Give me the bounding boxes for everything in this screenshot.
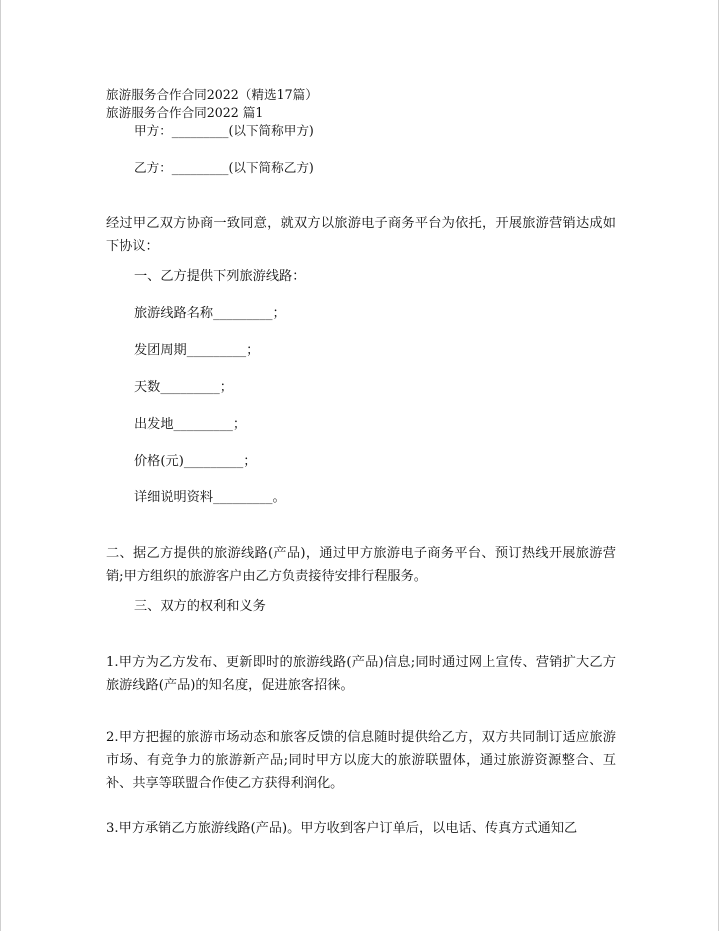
section2-paragraph: 二、据乙方提供的旅游线路(产品)，通过甲方旅游电子商务平台、预订热线开展旅游营销;甲方组织的旅游客户由乙方负责接待安排行程服务。 <box>106 546 616 584</box>
item2-paragraph: 2.甲方把握的旅游市场动态和旅客反馈的信息随时提供给乙方，双方共同制订适应旅游市场、有竞争力的旅游新产品;同时甲方以庞大的旅游联盟体，通过旅游资源整合、互补、共享等联盟合作使乙方获得利润化。 <box>106 730 616 791</box>
field-route-name: 旅游线路名称_________； <box>134 306 286 321</box>
party-a-line: 甲方：_________(以下简称甲方) <box>134 123 314 138</box>
document-title: 旅游服务合作合同2022（精选17篇） <box>106 87 318 102</box>
section1-heading: 一、乙方提供下列旅游线路： <box>134 269 306 284</box>
field-days: 天数_________； <box>134 380 233 395</box>
field-departure-cycle: 发团周期_________； <box>134 343 260 358</box>
field-price: 价格(元)_________； <box>134 454 257 469</box>
item1-paragraph: 1.甲方为乙方发布、更新即时的旅游线路(产品)信息;同时通过网上宣传、营销扩大乙方旅游线路(产品)的知名度，促进旅客招徕。 <box>106 655 616 693</box>
field-detail-materials: 详细说明资料_________。 <box>134 490 286 505</box>
party-b-line: 乙方：_________(以下简称乙方) <box>134 160 314 175</box>
item3-paragraph: 3.甲方承销乙方旅游线路(产品)。甲方收到客户订单后，以电话、传真方式通知乙 <box>106 821 578 836</box>
document-subtitle: 旅游服务合作合同2022 篇1 <box>106 105 264 120</box>
field-departure-place: 出发地_________； <box>134 417 247 432</box>
intro-paragraph: 经过甲乙双方协商一致同意，就双方以旅游电子商务平台为依托，开展旅游营销达成如下协议： <box>106 216 616 254</box>
section3-heading: 三、双方的权利和义务 <box>134 599 266 614</box>
